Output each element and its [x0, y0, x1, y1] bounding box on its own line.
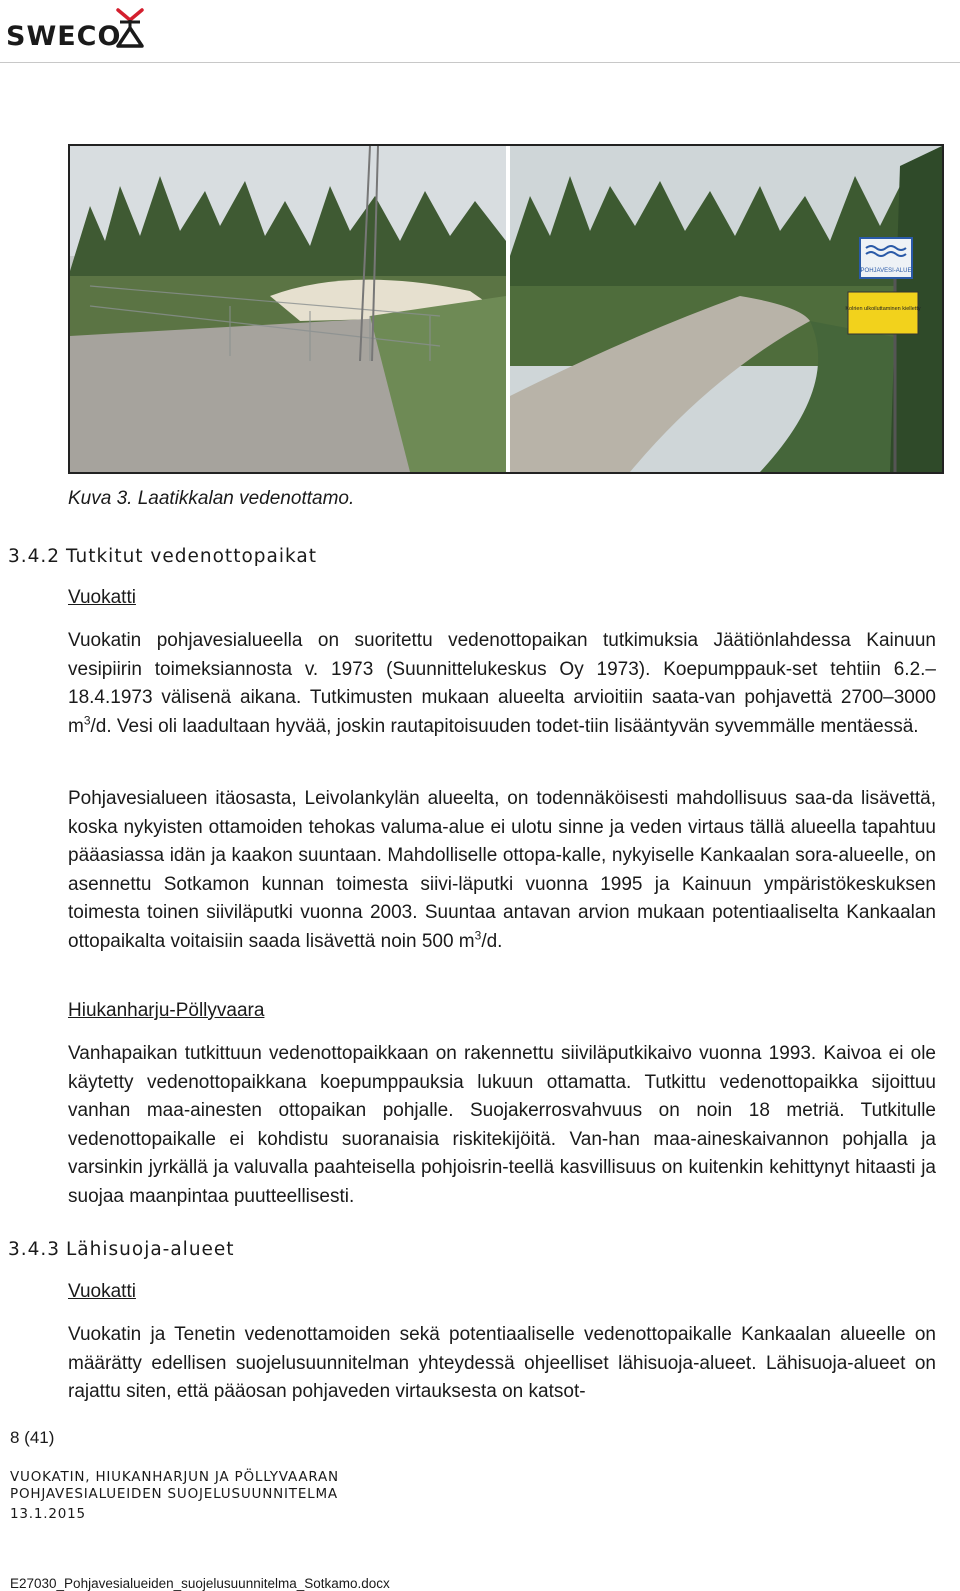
section-heading-3-4-3 — [8, 1239, 235, 1260]
paragraph-vuokatti-2 — [68, 785, 936, 957]
paragraph-vuokatti-1 — [68, 627, 936, 741]
figure-caption: Kuva 3. Laatikkalan vedenottamo. — [68, 488, 355, 509]
footer-title-1: VUOKATIN, HIUKANHARJUN JA PÖLLYVAARAN — [10, 1469, 339, 1485]
paragraph-text: /d. — [481, 930, 503, 952]
paragraph-hiukanharju: Vanhapaikan tutkittuun vedenottopaikkaan on rakennettu siiviläputkikaivo vuonna 1993. Kaivoa ei ole käytetty vedenottopaikkana koepumppauksia lukuun ottamatta. Tutkittu vedenottopaikka sijoittuu vanhan maa-ainesten ottopaikan pohjalle. Suojakerrosvahvuus on noin 18 metriä. Tutkitulle vedenottopaikalle ei kohdistu suoranaisia riskitekijöitä. Van-han maa-aineskaivannon pohjalla ja varsinkin jyrkällä ja valuvalla paahteisella pohjoisrin-teellä kasvillisuus on kuitenkin kehittynyt hitaasti ja suojaa maanpintaa puutteellisesti. — [68, 1043, 936, 1207]
subheading-vuokatti-2: Vuokatti — [68, 1281, 136, 1302]
paragraph-text: /d. Vesi oli laadultaan hyvää, joskin rautapitoisuuden todet-tiin lisääntyvän syvemmälle mentäessä. — [90, 715, 919, 737]
paragraph-text: Vuokatin pohjavesialueella on suoritettu vedenottopaikan tutkimuksia Jäätiönlahdessa Kainuun vesipiirin toimeksiannosta v. 1973 (Suunnittelukeskus Oy 1973). Koepumppauk-set tehtiin 6.2.–18.4.1973 välisenä aikana. Tutkimusten mukaan alueelta arvioitiin saata-van pohjavettä 2700–3000 m — [68, 630, 936, 737]
footer-title-2: POHJAVESIALUEIDEN SUOJELUSUUNNITELMA — [10, 1486, 338, 1502]
figure-photos — [68, 144, 944, 474]
section-number: 3.4.2 — [8, 546, 61, 567]
photo-gravel-road — [510, 146, 942, 472]
header-divider — [0, 62, 960, 63]
footer-filename: E27030_Pohjavesialueiden_suojelusuunnitelma_Sotkamo.docx — [10, 1576, 390, 1591]
footer-date: 13.1.2015 — [10, 1506, 86, 1522]
section-number: 3.4.3 — [8, 1239, 61, 1260]
section-heading-3-4-2 — [8, 546, 317, 567]
paragraph-text: Pohjavesialueen itäosasta, Leivolankylän alueelta, on todennäköisesti mahdollisuus saa-da lisävettä, koska nykyisten ottamoiden tehokas valuma-alue ei ulotu sinne ja veden virtaus tällä alueella tapahtuu pääasiassa idän ja kaakon suuntaan. Mahdolliselle ottopa-kalle, nykyiselle Kankaalan sora-alueelle, on asennettu Sotkamon kunnan toimesta siivi-läputki vuonna 1995 ja Kainuun ympäristökeskuksen toimesta toinen siiviläputki vuonna 2003. Suuntaa antavan arvion mukaan potentiaaliselta Kankaalan ottopaikalta voitaisiin saada lisävettä noin 500 m — [68, 788, 936, 952]
section-title: Lähisuoja-alueet — [66, 1239, 235, 1260]
subheading-hiukanharju: Hiukanharju-Pöllyvaara — [68, 1000, 265, 1021]
sign-label-top: POHJAVESI-ALUE — [860, 268, 912, 274]
sign-label-bottom: Kolrien ulkoiluttaminen kielletty — [845, 306, 921, 312]
section-title: Tutkitut vedenottopaikat — [66, 546, 317, 567]
superscript: 3 — [83, 713, 91, 728]
paragraph-lahisuoja: Vuokatin ja Tenetin vedenottamoiden sekä potentiaaliselle vedenottopaikalle Kankaalan alueelle on määrätty edellisen suojelusuunnitelman yhteydessä ohjeelliset lähisuoja-alueet. Lähisuoja-alueet on rajattu siten, että pääosan pohjaveden virtauksesta on katsot- — [68, 1324, 936, 1403]
superscript: 3 — [474, 928, 482, 943]
sweco-logo-icon — [114, 8, 146, 50]
page-number: 8 (41) — [10, 1428, 55, 1447]
subheading-vuokatti: Vuokatti — [68, 587, 136, 608]
photo-laatikkala-fence — [70, 146, 506, 472]
brand-name: SWECO — [6, 21, 122, 52]
